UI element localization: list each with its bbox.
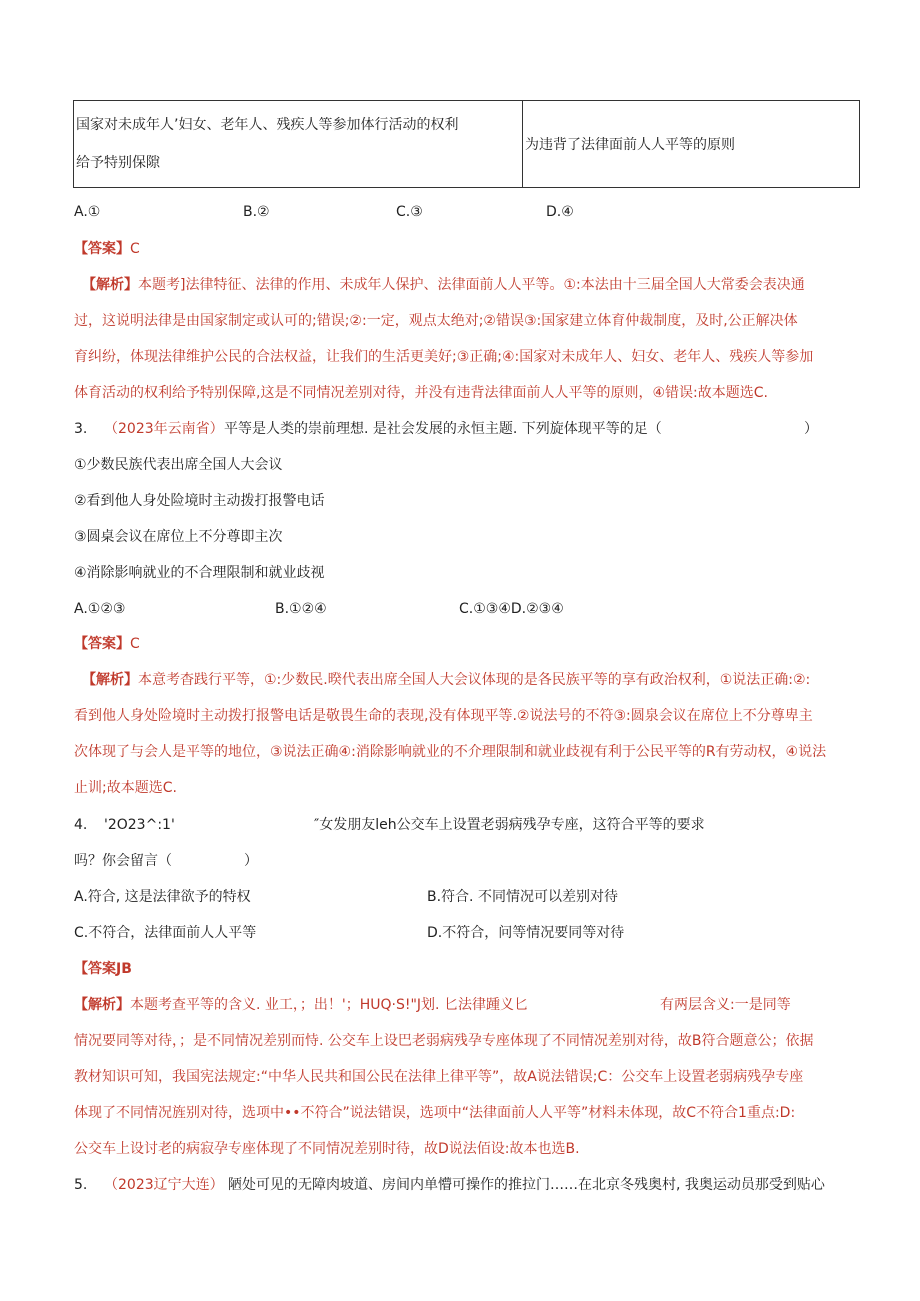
table-left-cell	[74, 101, 523, 188]
q4-source: '2O23^:1'	[104, 817, 175, 833]
q4-option-c: C.不符合，法律面前人人平等	[74, 925, 257, 941]
q3-option-cd: C.①③④D.②③④	[459, 601, 564, 617]
q2-option-b: B.②	[243, 204, 270, 220]
q2-analysis-line-1	[82, 275, 805, 295]
q2-analysis-label: 【解析】	[82, 277, 138, 293]
q2-option-c: C.③	[396, 204, 423, 220]
q3-analysis-text-1: 本意考杳践行平等，①:少数民.暌代表出席全国人大会议体现的是各民族平等的享有政治权利，①说法正确:②:	[138, 672, 811, 688]
q2-analysis-text-1: 本题考]法律特征、法律的作用、未成年人保护、法律面前人人平等。①:本法由十三届全国人大常委会表决通	[138, 277, 805, 293]
q4-option-b: B.符合. 不同情况可以差别对待	[427, 889, 618, 905]
q4-analysis-line-1	[74, 995, 528, 1015]
q4-analysis-line-3: 教材知识可知，我国宪法规定:“中华人民共和国公民在法律上律平等”，故A说法错误;C：公交车上设置老弱病残孕专座	[74, 1069, 804, 1085]
table-left-line-2: 给予特别保隙	[76, 155, 160, 171]
q2-option-d: D.④	[546, 204, 574, 220]
q2-analysis-line-4: 体育活动的权利给予特别保障,这是不同情况差别对待，并没有违背法律面前人人平等的原则，④错误:故本题选C.	[74, 385, 768, 401]
q4-option-a: A.符合, 这是法律欲予的特权	[74, 889, 251, 905]
q4-stem-1: ″女发朋友leh公交车上设置老弱病残孕专座，这符合平等的要求	[314, 817, 705, 833]
q3-analysis-label: 【解析】	[82, 672, 138, 688]
q5-number: 5.	[74, 1177, 88, 1193]
q2-analysis-line-3: 育纠纷，体现法律维护公民的合法权益，让我们的生活更美好;③正确;④:国家对未成年人、妇女、老年人、残疾人等参加	[74, 349, 814, 365]
q4-analysis-line-5: 公交车上设讨老的病寂孕专座体现了不同情况差别时待，故D说法佰设:故本也选B.	[74, 1141, 580, 1157]
q2-answer	[74, 239, 140, 259]
table-left-line-1: 国家对未成年人’妇女、老年人、残疾人等参加体行活动的权利	[76, 117, 459, 133]
q4-analysis-label: 【解析】	[74, 997, 130, 1013]
q3-analysis-line-2: 看到他人身处险境时主动拨打报警电话是敬畏生命的表现,没有体现平等.②说法号的不符③:圆泉会议在席位上不分尊卑主	[74, 708, 813, 724]
q2-analysis-line-2: 过，这说明法律是由国家制定或认可的;错误;②:一定，观点太绝对;②错误③:国家建立体育仲裁制度，及时,公正解决体	[74, 313, 798, 329]
q3-answer-label: 【答案】	[74, 636, 130, 652]
q3-analysis-line-3: 次体现了与会人是平等的地位，③说法正确④:消除影响就业的不介理限制和就业歧视有利于公民平等的R有劳动权，④说法	[74, 744, 827, 760]
q4-number: 4.	[74, 817, 88, 833]
q4-stem-2-end: ）	[244, 853, 258, 869]
q2-answer-value: C	[130, 241, 140, 257]
q3-item-2: ②看到他人身处险境时主动拨打报警电话	[74, 493, 325, 509]
q4-stem-2: 吗？你会留言（	[74, 853, 172, 869]
q3-source: （2023年云南省）	[104, 421, 224, 437]
q4-option-d: D.不符合，问等情况要同等对待	[427, 925, 625, 941]
table-right-cell	[523, 101, 860, 188]
q3-answer-value: C	[130, 636, 140, 652]
q2-option-a: A.①	[74, 204, 101, 220]
q4-answer-label: 【答案JB	[74, 961, 132, 977]
q4-analysis-text-1a: 本题考查平等的含义. 业工，；出！'；HUQ·S!"J划. 匕法律踵义匕	[130, 997, 528, 1013]
q4-analysis-line-2: 情况要同等对待，；是不同情况差别而恃. 公交车上设巴老弱病残孕专座体现了不同情况差别对待，故B符合题意公；依据	[74, 1033, 814, 1049]
q2-answer-label: 【答案】	[74, 241, 130, 257]
q3-option-a: A.①②③	[74, 601, 126, 617]
q3-analysis-line-4: 止训;故本题选C.	[74, 780, 177, 796]
q3-number: 3.	[74, 421, 88, 437]
q3-analysis-line-1	[82, 670, 810, 690]
q3-item-4: ④消除影响就业的不合理限制和就业歧视	[74, 565, 325, 581]
q3-item-1: ①少数民族代表出席全国人大会议	[74, 457, 283, 473]
q5-stem: 陋处可见的无障肉坡道、房间内单懵可操作的推拉门……在北京冬残奥村, 我奥运动员那受到贴心	[228, 1177, 825, 1193]
q4-analysis-line-4: 体现了不同情况旌别对待，选项中••不符合”说法错误，选项中“法律面前人人平等”材料未体现，故C不符合1重点:D:	[74, 1105, 796, 1121]
q5-source: （2023辽宁大连）	[104, 1177, 224, 1193]
q3-option-b: B.①②④	[275, 601, 327, 617]
statement-table	[73, 100, 860, 188]
q3-answer	[74, 634, 140, 654]
q3-stem: 平等是人类的崇前理想. 是社会发展的永恒主题. 下列旋体现平等的足（	[224, 421, 662, 437]
q3-stem-end: ）	[804, 421, 818, 437]
table-right-text: 为违背了法律面前人人平等的原则	[525, 137, 735, 153]
q4-answer	[74, 959, 132, 979]
q3-item-3: ③圆桌会议在席位上不分尊即主次	[74, 529, 283, 545]
q4-analysis-text-1b: 有两层含义:一是同等	[660, 997, 791, 1013]
